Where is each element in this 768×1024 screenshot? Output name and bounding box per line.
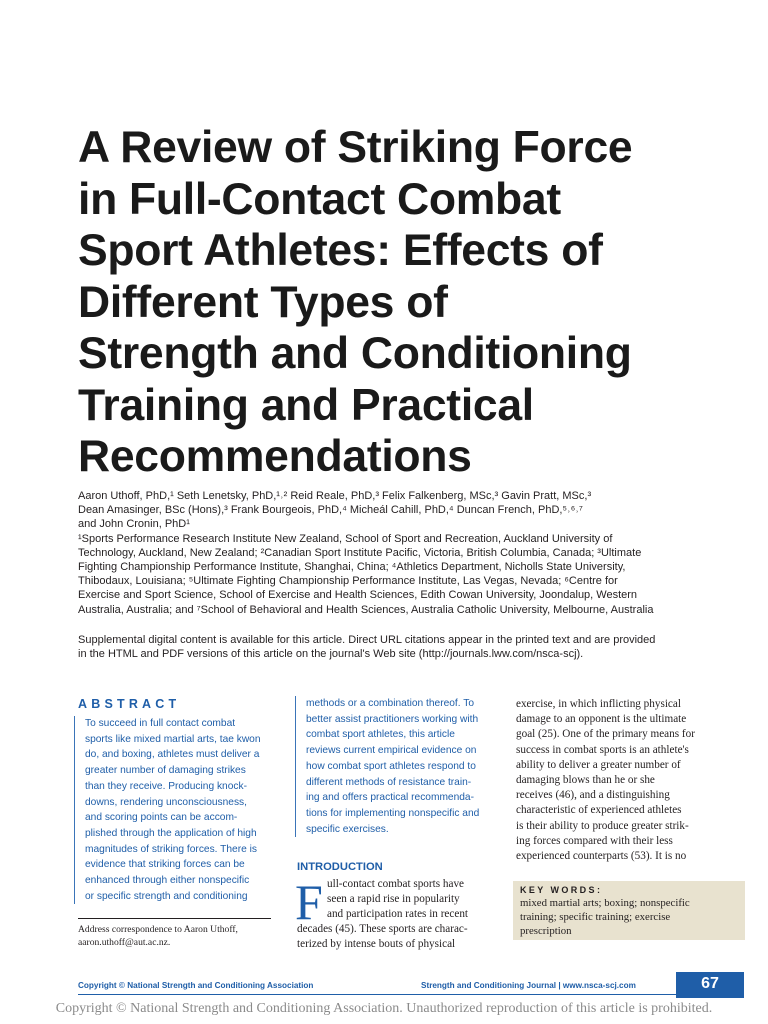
keywords-heading: KEY WORDS:	[520, 885, 603, 895]
body-line: and participation rates in recent	[327, 908, 469, 921]
abstract-column-1	[74, 716, 285, 904]
introduction-heading: INTRODUCTION	[297, 861, 383, 873]
affiliation-line: Technology, Auckland, New Zealand; ²Canadian Sport Institute Pacific, Victoria, British Columbia, Canada; ³Ultimate	[78, 546, 642, 559]
abstract-line: than they receive. Producing knock-	[85, 780, 247, 792]
title-line: Strength and Conditioning	[78, 329, 632, 378]
address-line: Address correspondence to Aaron Uthoff,	[78, 924, 238, 935]
body-line: goal (25). One of the primary means for	[516, 728, 695, 741]
abstract-line: better assist practitioners working with	[306, 713, 479, 725]
author-line: Dean Amasinger, BSc (Hons),³ Frank Bourgeois, PhD,⁴ Micheál Cahill, PhD,⁴ Duncan French, PhD,⁵˒⁶˒⁷	[78, 504, 583, 517]
affiliation-line: Australia, Australia; and ⁷School of Behavioral and Health Sciences, Australia Catholic University, Melbourne, Australia	[78, 603, 654, 616]
footnote-divider	[78, 918, 271, 919]
affiliation-line: Exercise and Sport Science, School of Exercise and Health Sciences, Edith Cowan University, Joondalup, Western	[78, 589, 638, 602]
title-line: Different Types of	[78, 277, 448, 327]
abstract-line: how combat sport athletes respond to	[306, 760, 476, 772]
correspondence-address	[78, 924, 278, 949]
copyright-notice: Copyright © National Strength and Conditioning Association. Unauthorized reproduction of this article is prohibited.	[55, 1001, 713, 1016]
body-line: seen a rapid rise in popularity	[327, 893, 460, 906]
title-line: Recommendations	[78, 432, 472, 481]
body-line: receives (46), and a distinguishing	[516, 789, 670, 802]
author-block	[78, 489, 743, 617]
abstract-line: magnitudes of striking forces. There is	[85, 843, 257, 855]
abstract-line: or specific strength and conditioning	[85, 890, 248, 902]
abstract-line: specific exercises.	[306, 823, 389, 835]
abstract-line: methods or a combination thereof. To	[306, 698, 475, 709]
supplemental-line: in the HTML and PDF versions of this article on the journal's Web site (http://journals.lww.com/nsca-scj).	[78, 648, 584, 661]
affiliation-line: Thibodaux, Louisiana; ⁵Ultimate Fighting Championship Performance Institute, Las Vegas, Nevada; ⁶Centre for	[78, 575, 618, 588]
body-line: characteristic of experienced athletes	[516, 804, 682, 817]
affiliation-line: ¹Sports Performance Research Institute New Zealand, School of Sport and Recreation, Auckland University of	[78, 532, 613, 545]
author-line: Aaron Uthoff, PhD,¹ Seth Lenetsky, PhD,¹˒² Reid Reale, PhD,³ Felix Falkenberg, MSc,³ Gavin Pratt, MSc,³	[78, 490, 592, 502]
abstract-line: tions for implementing nonspecific and	[306, 807, 480, 819]
body-column-3	[516, 697, 742, 864]
body-line: ing forces compared with their less	[516, 834, 673, 847]
title-line: in Full-Contact Combat	[78, 174, 561, 224]
keywords-line: mixed martial arts; boxing; nonspecific	[520, 897, 690, 909]
title-line: Sport Athletes: Effects of	[78, 226, 603, 275]
footer-journal: Strength and Conditioning Journal | www.nsca-scj.com	[421, 981, 636, 990]
abstract-heading: ABSTRACT	[78, 697, 181, 711]
abstract-line: downs, rendering unconsciousness,	[85, 796, 247, 808]
title-line: A Review of Striking Force	[78, 123, 633, 172]
body-line: damage to an opponent is the ultimate	[516, 713, 687, 726]
body-line: is their ability to produce greater strik-	[516, 819, 689, 832]
abstract-line: plished through the application of high	[85, 827, 257, 839]
footer-copyright: Copyright © National Strength and Conditioning Association	[78, 981, 314, 990]
abstract-line: combat sport athletes, this article	[306, 729, 455, 741]
body-line: ability to deliver a greater number of	[516, 758, 681, 771]
supplemental-notice	[78, 633, 743, 661]
abstract-line: evidence that striking forces can be	[85, 859, 245, 871]
abstract-line: greater number of damaging strikes	[85, 765, 246, 777]
drop-cap: F	[295, 874, 323, 930]
affiliation-line: Fighting Championship Performance Institute, Shanghai, China; ⁴Athletics Department, Nicholls State University,	[78, 561, 626, 574]
body-line: exercise, in which inflicting physical	[516, 698, 681, 710]
footer-rule	[78, 994, 676, 995]
body-line: success in combat sports is an athlete's	[516, 743, 689, 756]
body-line: ull-contact combat sports have	[327, 878, 465, 890]
abstract-line: different methods of resistance train-	[306, 776, 472, 788]
abstract-column-2	[295, 696, 506, 837]
abstract-line: ing and offers practical recommenda-	[306, 792, 474, 804]
title-line: Training and Practical	[78, 380, 534, 430]
abstract-line: and scoring points can be accom-	[85, 812, 238, 824]
introduction-text	[295, 874, 497, 952]
body-line: decades (45). These sports are charac-	[297, 923, 468, 936]
page-number: 67	[701, 975, 719, 992]
body-line: terized by intense bouts of physical	[297, 938, 456, 951]
abstract-line: sports like mixed martial arts, tae kwon	[85, 733, 261, 745]
abstract-line: enhanced through either nonspecific	[85, 875, 250, 887]
abstract-line: reviews current empirical evidence on	[306, 745, 477, 757]
abstract-line: do, and boxing, athletes must deliver a	[85, 749, 260, 761]
supplemental-line: Supplemental digital content is available for this article. Direct URL citations appear in the printed text and are provided	[78, 634, 656, 646]
abstract-line: To succeed in full contact combat	[85, 718, 236, 729]
article-title	[78, 122, 738, 483]
body-line: damaging blows than he or she	[516, 774, 655, 787]
body-line: experienced counterparts (53). It is no	[516, 850, 687, 863]
keywords-list	[520, 896, 740, 938]
address-line[interactable]: aaron.uthoff@aut.ac.nz.	[78, 936, 171, 948]
author-line: and John Cronin, PhD¹	[78, 518, 190, 531]
keywords-line: training; specific training; exercise	[520, 911, 671, 923]
keywords-line: prescription	[520, 925, 572, 937]
